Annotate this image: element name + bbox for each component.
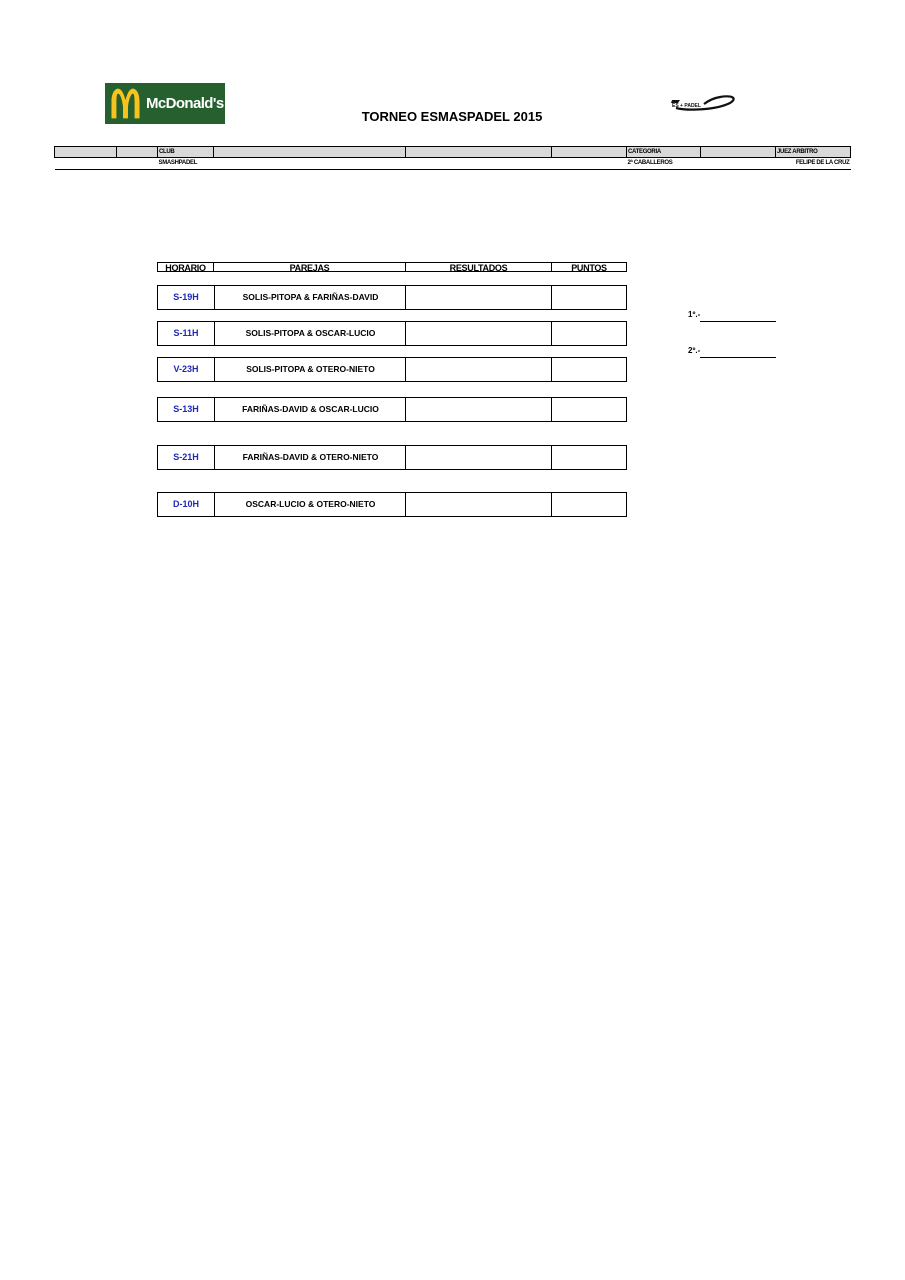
match-puntos-field[interactable] bbox=[551, 397, 627, 422]
match-parejas: SOLIS-PITOPA & FARIÑAS-DAVID bbox=[214, 285, 406, 310]
match-puntos-field[interactable] bbox=[551, 285, 627, 310]
match-resultados-field[interactable] bbox=[405, 321, 552, 346]
match-puntos-field[interactable] bbox=[551, 492, 627, 517]
mcdonalds-logo-text: McDonald's bbox=[146, 95, 224, 112]
match-horario: S-21H bbox=[157, 445, 214, 470]
match-row bbox=[157, 321, 627, 346]
club-value: SMASHPADEL bbox=[158, 158, 214, 170]
match-resultados-field[interactable] bbox=[405, 357, 552, 382]
match-row bbox=[157, 397, 627, 422]
juez-value: FELIPE DE LA CRUZ bbox=[776, 158, 851, 170]
match-horario: D-10H bbox=[157, 492, 214, 517]
match-parejas: SOLIS-PITOPA & OSCAR-LUCIO bbox=[214, 321, 406, 346]
column-header-parejas: PAREJAS bbox=[214, 262, 406, 272]
match-horario: S-11H bbox=[157, 321, 214, 346]
padel-logo-text: ES + PADEL bbox=[672, 103, 701, 109]
column-header-horario: HORARIO bbox=[157, 262, 214, 272]
golden-arches-icon bbox=[109, 87, 142, 120]
match-table-header bbox=[157, 262, 627, 273]
tournament-info-table bbox=[54, 146, 851, 170]
match-parejas: OSCAR-LUCIO & OTERO-NIETO bbox=[214, 492, 406, 517]
column-header-resultados: RESULTADOS bbox=[406, 262, 552, 272]
juez-label: JUEZ ARBITRO bbox=[776, 147, 851, 158]
column-header-puntos: PUNTOS bbox=[552, 262, 627, 272]
match-horario: V-23H bbox=[157, 357, 214, 382]
ranking-first-line[interactable] bbox=[700, 310, 776, 322]
match-resultados-field[interactable] bbox=[405, 397, 552, 422]
match-row bbox=[157, 285, 627, 310]
match-puntos-field[interactable] bbox=[551, 357, 627, 382]
match-horario: S-13H bbox=[157, 397, 214, 422]
match-parejas: FARIÑAS-DAVID & OTERO-NIETO bbox=[214, 445, 406, 470]
match-resultados-field[interactable] bbox=[405, 492, 552, 517]
mcdonalds-logo bbox=[105, 83, 225, 124]
ranking-first-label: 1º.- bbox=[688, 310, 701, 319]
categoria-value: 2ª CABALLEROS bbox=[627, 158, 701, 170]
club-label: CLUB bbox=[158, 147, 214, 158]
categoria-label: CATEGORIA bbox=[627, 147, 701, 158]
match-row bbox=[157, 445, 627, 470]
match-puntos-field[interactable] bbox=[551, 321, 627, 346]
match-parejas: FARIÑAS-DAVID & OSCAR-LUCIO bbox=[214, 397, 406, 422]
ranking-second-line[interactable] bbox=[700, 346, 776, 358]
match-resultados-field[interactable] bbox=[405, 445, 552, 470]
ranking-second-label: 2º.- bbox=[688, 346, 701, 355]
match-resultados-field[interactable] bbox=[405, 285, 552, 310]
match-row bbox=[157, 357, 627, 382]
match-parejas: SOLIS-PITOPA & OTERO-NIETO bbox=[214, 357, 406, 382]
match-horario: S-19H bbox=[157, 285, 214, 310]
document-title: TORNEO ESMASPADEL 2015 bbox=[361, 109, 543, 124]
padel-logo-icon bbox=[668, 94, 738, 112]
match-puntos-field[interactable] bbox=[551, 445, 627, 470]
match-row bbox=[157, 492, 627, 517]
